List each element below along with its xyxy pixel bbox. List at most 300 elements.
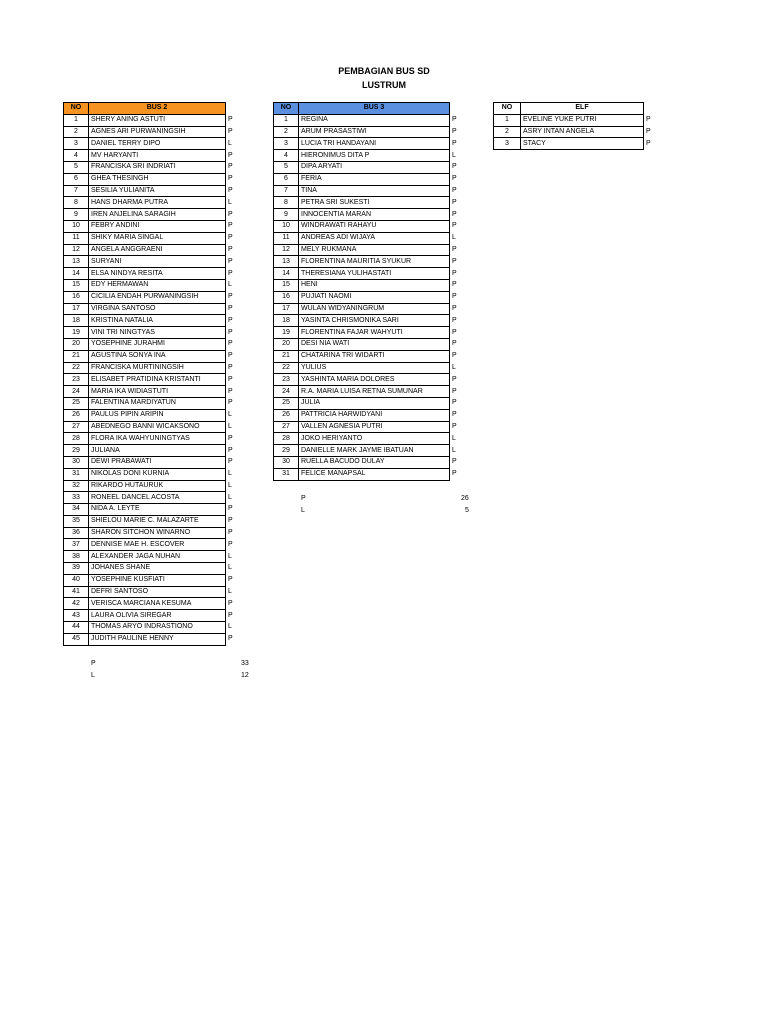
bus3-row [274,409,460,421]
passenger-name: NIDA A. LEYTE [89,504,226,516]
bus3-row [274,386,460,398]
bus3-row [274,244,460,256]
row-number: 38 [64,551,89,563]
row-number: 15 [64,279,89,291]
passenger-name: FLORENTINA MAURITIA SYUKUR [299,256,450,268]
gender-code: P [452,163,457,171]
gender-code: P [452,340,457,348]
bus2-row [64,468,236,480]
bus2-row [64,114,236,126]
row-number: 29 [274,445,299,457]
row-number: 1 [274,114,299,126]
gender-code: L [452,434,456,442]
row-number: 1 [64,114,89,126]
row-number: 14 [274,268,299,280]
gender-code: L [228,481,232,489]
passenger-name: DEFRI SANTOSO [89,586,226,598]
gender-code: P [452,352,457,360]
bus3-row [274,138,460,150]
row-number: 1 [494,114,521,126]
gender-code: P [452,127,457,135]
passenger-name: ELISABET PRATIDINA KRISTANTI [89,374,226,386]
bus3-row [274,185,460,197]
passenger-name: MV HARYANTI [89,150,226,162]
row-number: 17 [64,303,89,315]
passenger-name: VALLEN AGNESIA PUTRI [299,421,450,433]
row-number: 18 [274,315,299,327]
passenger-name: SHERY ANING ASTUTI [89,114,226,126]
row-number: 19 [64,327,89,339]
bus2-row [64,586,236,598]
bus2-row [64,539,236,551]
bus3-row [274,220,460,232]
passenger-name: AGNES ARI PURWANINGSIH [89,126,226,138]
bus3-row [274,303,460,315]
row-number: 39 [64,563,89,575]
passenger-name: IREN ANJELINA SARAGIH [89,209,226,221]
row-number: 7 [274,185,299,197]
row-number: 26 [64,409,89,421]
bus3-row [274,256,460,268]
row-number: 42 [64,598,89,610]
row-number: 25 [64,397,89,409]
bus2-row [64,492,236,504]
gender-code: P [452,281,457,289]
passenger-name: WULAN WIDYANINGRUM [299,303,450,315]
bus2-row [64,185,236,197]
bus3-row [274,232,460,244]
gender-code: L [452,151,456,159]
row-number: 13 [274,256,299,268]
passenger-name: SHIELOU MARIE C. MALAZARTE [89,515,226,527]
gender-code: P [452,411,457,419]
passenger-name: RIKARDO HUTAURUK [89,480,226,492]
passenger-name: YOSEPHINE KUSFIATI [89,574,226,586]
bus2-row [64,551,236,563]
passenger-name: ALEXANDER JAGA NUHAN [89,551,226,563]
passenger-name: FERIA [299,173,450,185]
row-number: 19 [274,327,299,339]
row-number: 8 [274,197,299,209]
passenger-name: RONEEL DANCEL ACOSTA [89,492,226,504]
gender-code: L [228,139,232,147]
elf-rows [494,114,654,149]
bus3-name-header: BUS 3 [299,103,450,115]
row-number: 21 [274,350,299,362]
bus2-row [64,362,236,374]
bus3-row [274,374,460,386]
passenger-name: THOMAS ARYO INDRASTIONO [89,622,226,634]
passenger-name: ANDREAS ADI WIJAYA [299,232,450,244]
passenger-name: FLORA IKA WAHYUNINGTYAS [89,433,226,445]
passenger-name: VINI TRI NINGTYAS [89,327,226,339]
gender-code: P [452,458,457,466]
row-number: 5 [274,161,299,173]
gender-code: P [228,127,233,135]
passenger-name: INNOCENTIA MARAN [299,209,450,221]
gender-code: P [228,446,233,454]
bus2-row [64,268,236,280]
gender-code: L [228,564,232,572]
passenger-name: ARUM PRASASTIWI [299,126,450,138]
row-number: 30 [64,456,89,468]
gender-code: P [452,257,457,265]
passenger-name: YASHINTA MARIA DOLORES [299,374,450,386]
gender-code: P [452,316,457,324]
row-number: 14 [64,268,89,280]
bus3-row [274,327,460,339]
bus3-row [274,150,460,162]
gender-code: P [228,210,233,218]
passenger-name: JUDITH PAULINE HENNY [89,633,226,645]
row-number: 23 [64,374,89,386]
gender-code: P [452,422,457,430]
bus2-row [64,409,236,421]
bus2-row [64,350,236,362]
bus3-row [274,173,460,185]
gender-code: P [228,222,233,230]
bus2-row [64,126,236,138]
bus3-row [274,397,460,409]
gender-code: P [228,186,233,194]
row-number: 8 [64,197,89,209]
passenger-name: DEWI PRABAWATI [89,456,226,468]
row-number: 41 [64,586,89,598]
bus3-row [274,468,460,480]
row-number: 18 [64,315,89,327]
bus2-row [64,303,236,315]
gender-code: L [452,234,456,242]
row-number: 34 [64,504,89,516]
bus2-row [64,173,236,185]
gender-code: P [228,387,233,395]
bus3-row [274,338,460,350]
row-number: 3 [494,138,521,150]
gender-code: L [228,422,232,430]
passenger-name: GHEA THESINGH [89,173,226,185]
row-number: 3 [274,138,299,150]
passenger-name: YOSEPHINE JURAHMI [89,338,226,350]
passenger-name: FELICE MANAPSAL [299,468,450,480]
row-number: 15 [274,279,299,291]
bus2-summary-p-label: P [91,660,96,667]
elf-row [494,126,654,138]
row-number: 11 [64,232,89,244]
row-number: 13 [64,256,89,268]
row-number: 26 [274,409,299,421]
passenger-name: CICILIA ENDAH PURWANINGSIH [89,291,226,303]
passenger-name: VIRGINA SANTOSO [89,303,226,315]
row-number: 44 [64,622,89,634]
bus3-row [274,350,460,362]
row-number: 24 [64,386,89,398]
passenger-name: SURYANI [89,256,226,268]
passenger-name: NIKOLAS DONI KURNIA [89,468,226,480]
bus3-rows [274,114,460,480]
row-number: 20 [274,338,299,350]
row-number: 36 [64,527,89,539]
bus2-row [64,504,236,516]
gender-code: L [228,588,232,596]
passenger-name: YULIUS [299,362,450,374]
bus3-row [274,197,460,209]
bus2-row [64,527,236,539]
passenger-name: WINDRAWATI RAHAYU [299,220,450,232]
passenger-name: MELY RUKMANA [299,244,450,256]
row-number: 10 [274,220,299,232]
passenger-name: FEBRY ANDINI [89,220,226,232]
gender-code: P [452,198,457,206]
gender-code: P [228,540,233,548]
passenger-name: PETRA SRI SUKESTI [299,197,450,209]
bus2-summary-l-label: L [91,672,95,679]
row-number: 37 [64,539,89,551]
passenger-name: CHATARINA TRI WIDARTI [299,350,450,362]
bus2-row [64,397,236,409]
row-number: 33 [64,492,89,504]
elf-name-header: ELF [521,103,644,115]
row-number: 31 [274,468,299,480]
row-number: 35 [64,515,89,527]
gender-code: L [228,623,232,631]
bus2-row [64,610,236,622]
row-number: 6 [274,173,299,185]
gender-code: L [228,470,232,478]
passenger-name: DESI NIA WATI [299,338,450,350]
gender-code: P [452,245,457,253]
passenger-name: ASRY INTAN ANGELA [521,126,644,138]
bus2-row [64,574,236,586]
passenger-name: FRANCISKA MURTININGSIH [89,362,226,374]
row-number: 11 [274,232,299,244]
elf-no-header: NO [494,103,521,115]
row-number: 45 [64,633,89,645]
gender-code: P [228,458,233,466]
passenger-name: HANS DHARMA PUTRA [89,197,226,209]
gender-code: L [452,446,456,454]
row-number: 22 [274,362,299,374]
gender-code: L [228,493,232,501]
bus2-name-header: BUS 2 [89,103,226,115]
row-number: 22 [64,362,89,374]
bus3-row [274,268,460,280]
row-number: 28 [274,433,299,445]
gender-code: P [228,375,233,383]
bus3-row [274,126,460,138]
row-number: 6 [64,173,89,185]
row-number: 32 [64,480,89,492]
bus2-rows [64,114,236,645]
bus3-summary-l-label: L [301,507,305,514]
passenger-name: THERESIANA YULIHASTATI [299,268,450,280]
gender-code: P [228,151,233,159]
row-number: 28 [64,433,89,445]
bus2-row [64,563,236,575]
row-number: 17 [274,303,299,315]
bus3-row [274,279,460,291]
gender-code: P [452,304,457,312]
gender-code: P [452,210,457,218]
row-number: 23 [274,374,299,386]
bus2-row [64,633,236,645]
bus2-row [64,232,236,244]
gender-code: P [452,186,457,194]
gender-code: P [452,222,457,230]
elf-row [494,114,654,126]
row-number: 21 [64,350,89,362]
gender-code: P [228,363,233,371]
row-number: 9 [274,209,299,221]
passenger-name: VERISCA MARCIANA KESUMA [89,598,226,610]
row-number: 30 [274,456,299,468]
gender-code: P [452,399,457,407]
gender-code: P [228,434,233,442]
page-title: PEMBAGIAN BUS SD [338,66,430,76]
passenger-name: REGINA [299,114,450,126]
gender-code: P [228,175,233,183]
gender-code: P [228,352,233,360]
bus3-row [274,315,460,327]
passenger-name: FALENTINA MARDIYATUN [89,397,226,409]
row-number: 25 [274,397,299,409]
bus3-row [274,114,460,126]
passenger-name: FRANCISKA SRI INDRIATI [89,161,226,173]
gender-code: P [228,340,233,348]
gender-code: P [452,175,457,183]
gender-code: P [452,139,457,147]
passenger-name: JULIANA [89,445,226,457]
gender-code: P [452,293,457,301]
bus3-row [274,421,460,433]
row-number: 24 [274,386,299,398]
gender-code: P [228,611,233,619]
bus2-row [64,480,236,492]
passenger-name: SESILIA YULIANITA [89,185,226,197]
passenger-name: ABEDNEGO BANNI WICAKSONO [89,421,226,433]
gender-code: P [228,304,233,312]
bus2-row [64,315,236,327]
row-number: 3 [64,138,89,150]
row-number: 12 [64,244,89,256]
row-number: 4 [64,150,89,162]
gender-code: P [228,635,233,643]
passenger-name: DANIELLE MARK JAYME IBATUAN [299,445,450,457]
gender-code: P [646,116,651,124]
passenger-name: TINA [299,185,450,197]
passenger-name: SHARON SITCHON WINARNO [89,527,226,539]
passenger-name: PAULUS PIPIN ARIPIN [89,409,226,421]
passenger-name: R.A. MARIA LUISA RETNA SUMUNAR [299,386,450,398]
gender-code: L [228,198,232,206]
bus3-no-header: NO [274,103,299,115]
bus2-row [64,421,236,433]
bus3-row [274,456,460,468]
bus2-row [64,622,236,634]
gender-code: P [228,234,233,242]
bus2-row [64,327,236,339]
bus2-row [64,220,236,232]
row-number: 12 [274,244,299,256]
passenger-name: LUCIA TRI HANDAYANI [299,138,450,150]
bus2-summary-p-value: 33 [241,660,249,667]
row-number: 20 [64,338,89,350]
bus3-summary-p-value: 26 [461,495,469,502]
row-number: 7 [64,185,89,197]
passenger-name: STACY [521,138,644,150]
passenger-name: LAURA OLIVIA SIREGAR [89,610,226,622]
gender-code: P [228,576,233,584]
gender-code: L [228,281,232,289]
passenger-name: JOHANES SHANE [89,563,226,575]
bus2-row [64,161,236,173]
row-number: 10 [64,220,89,232]
passenger-name: JOKO HERIYANTO [299,433,450,445]
elf-table [493,102,654,150]
passenger-name: ELSA NINDYA RESITA [89,268,226,280]
page-subtitle: LUSTRUM [362,80,406,90]
bus2-row [64,209,236,221]
gender-code: L [228,552,232,560]
passenger-name: FLORENTINA FAJAR WAHYUTI [299,327,450,339]
passenger-name: KRISTINA NATALIA [89,315,226,327]
passenger-name: PATTRICIA HARWIDYANI [299,409,450,421]
bus2-row [64,515,236,527]
gender-code: L [452,363,456,371]
bus2-row [64,374,236,386]
passenger-name: SHIKY MARIA SINGAL [89,232,226,244]
gender-code: P [228,399,233,407]
gender-code: P [228,529,233,537]
passenger-name: DENNISE MAE H. ESCOVER [89,539,226,551]
passenger-name: HENI [299,279,450,291]
gender-code: P [228,328,233,336]
passenger-name: EDY HERMAWAN [89,279,226,291]
gender-code: P [452,470,457,478]
gender-code: P [452,269,457,277]
bus2-no-header: NO [64,103,89,115]
gender-code: P [228,293,233,301]
bus3-row [274,161,460,173]
passenger-name: EVELINE YUKE PUTRI [521,114,644,126]
bus2-row [64,445,236,457]
passenger-name: ANGELA ANGGRAENI [89,244,226,256]
passenger-name: JULIA [299,397,450,409]
gender-code: P [228,163,233,171]
passenger-name: YASINTA CHRISMONIKA SARI [299,315,450,327]
bus3-row [274,445,460,457]
row-number: 2 [274,126,299,138]
bus2-row [64,338,236,350]
bus3-row [274,209,460,221]
row-number: 31 [64,468,89,480]
row-number: 16 [64,291,89,303]
bus2-row [64,256,236,268]
gender-code: P [228,269,233,277]
bus2-row [64,138,236,150]
gender-code: P [228,517,233,525]
passenger-name: DANIEL TERRY DIPO [89,138,226,150]
bus3-row [274,362,460,374]
bus2-row [64,386,236,398]
passenger-name: MARIA IKA WIDIASTUTI [89,386,226,398]
bus2-row [64,433,236,445]
bus2-row [64,456,236,468]
passenger-name: RUELLA BACUDO DULAY [299,456,450,468]
bus2-row [64,197,236,209]
row-number: 16 [274,291,299,303]
gender-code: P [452,375,457,383]
row-number: 2 [64,126,89,138]
